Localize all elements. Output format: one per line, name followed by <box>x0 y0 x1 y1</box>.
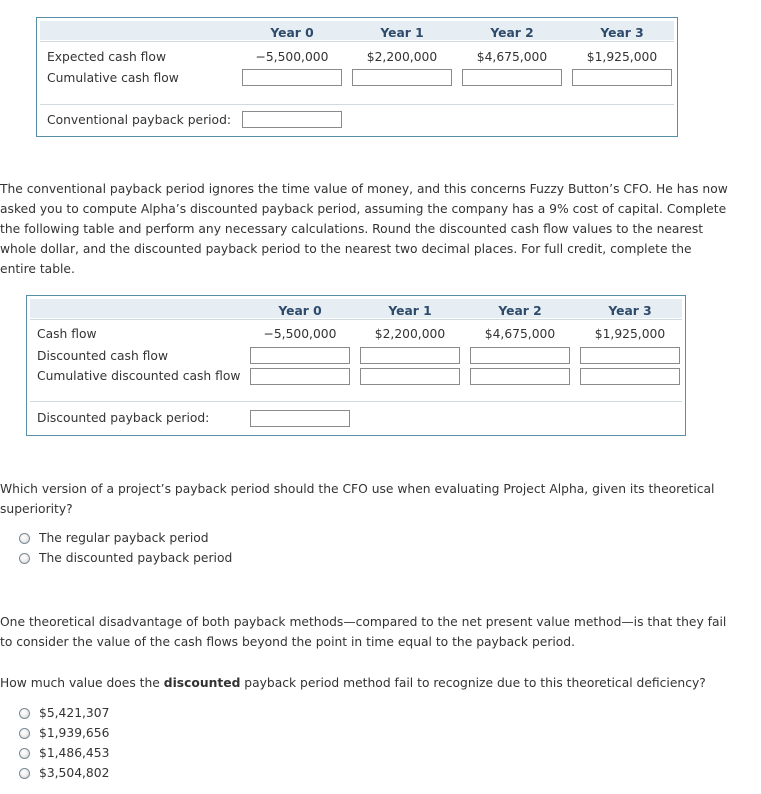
radio-button-icon[interactable] <box>19 768 30 779</box>
header-year-3: Year 3 <box>600 26 644 40</box>
paragraph-line: the following table and perform any necessary calculations. Round the discounted cash flow values to the nearest <box>0 222 704 236</box>
option-label: The discounted payback period <box>39 551 233 565</box>
radio-button-icon[interactable] <box>19 728 30 739</box>
paragraph-line: whole dollar, and the discounted payback period to the nearest two decimal places. For full credit, complete the <box>0 242 692 256</box>
option-label: $1,486,453 <box>39 746 110 760</box>
conventional-payback-input[interactable] <box>242 111 342 128</box>
option-discounted-payback[interactable] <box>19 551 232 565</box>
conventional-payback-label: Conventional payback period: <box>47 113 232 127</box>
paragraph-line: entire table. <box>0 262 75 276</box>
header-year-1: Year 1 <box>380 26 424 40</box>
expected-cash-flow-year-1: $2,200,000 <box>366 50 438 64</box>
discounted-cash-flow-input-year-1[interactable] <box>360 347 460 364</box>
expected-cash-flow-year-2: $4,675,000 <box>476 50 548 64</box>
header-year-0: Year 0 <box>270 26 314 40</box>
header-year-3: Year 3 <box>608 304 652 318</box>
option-value-3[interactable] <box>19 746 109 760</box>
question-line: Which version of a project’s payback period should the CFO use when evaluating Project Alpha, given its theoretical <box>0 482 715 496</box>
row-label-cumulative-discounted-cash-flow: Cumulative discounted cash flow <box>37 369 241 383</box>
radio-button-icon[interactable] <box>19 553 30 564</box>
divider <box>30 319 682 320</box>
cumulative-discounted-input-year-3[interactable] <box>580 368 680 385</box>
paragraph-line: to consider the value of the cash flows beyond the point in time equal to the payback period. <box>0 635 576 649</box>
discounted-payback-label: Discounted payback period: <box>37 411 210 425</box>
radio-button-icon[interactable] <box>19 533 30 544</box>
option-regular-payback[interactable] <box>19 531 209 545</box>
row-label-cumulative-cash-flow: Cumulative cash flow <box>47 71 179 85</box>
cash-flow-table <box>36 17 678 137</box>
paragraph-line: The conventional payback period ignores the time value of money, and this concerns Fuzzy Button’s CFO. He has now <box>0 182 728 196</box>
question-text-part: payback period method fail to recognize due to this theoretical deficiency? <box>240 676 706 690</box>
cash-flow-year-0: −5,500,000 <box>263 327 337 341</box>
question-text-emphasis: discounted <box>163 676 241 690</box>
option-label: The regular payback period <box>39 531 209 545</box>
radio-button-icon[interactable] <box>19 748 30 759</box>
row-label-expected-cash-flow: Expected cash flow <box>47 50 167 64</box>
option-value-1[interactable] <box>19 706 109 720</box>
divider <box>40 104 674 105</box>
divider <box>30 401 682 402</box>
option-label: $1,939,656 <box>39 726 110 740</box>
discounted-cash-flow-input-year-3[interactable] <box>580 347 680 364</box>
cash-flow-year-2: $4,675,000 <box>484 327 556 341</box>
cumulative-discounted-input-year-2[interactable] <box>470 368 570 385</box>
option-label: $3,504,802 <box>39 766 110 780</box>
expected-cash-flow-year-0: −5,500,000 <box>255 50 329 64</box>
option-label: $5,421,307 <box>39 706 110 720</box>
cumulative-cash-flow-input-year-0[interactable] <box>242 69 342 86</box>
discounted-cash-flow-input-year-0[interactable] <box>250 347 350 364</box>
discounted-payback-input[interactable] <box>250 410 350 427</box>
row-label-cash-flow: Cash flow <box>37 327 97 341</box>
header-year-2: Year 2 <box>490 26 534 40</box>
paragraph-line: One theoretical disadvantage of both payback methods—compared to the net present value method—is that they fail <box>0 615 727 629</box>
header-year-1: Year 1 <box>388 304 432 318</box>
question-text <box>0 674 706 694</box>
radio-button-icon[interactable] <box>19 708 30 719</box>
divider <box>40 41 674 42</box>
cumulative-discounted-input-year-0[interactable] <box>250 368 350 385</box>
cash-flow-year-3: $1,925,000 <box>594 327 666 341</box>
cash-flow-year-1: $2,200,000 <box>374 327 446 341</box>
cumulative-cash-flow-input-year-3[interactable] <box>572 69 672 86</box>
cumulative-discounted-input-year-1[interactable] <box>360 368 460 385</box>
header-year-0: Year 0 <box>278 304 322 318</box>
expected-cash-flow-year-3: $1,925,000 <box>586 50 658 64</box>
cumulative-cash-flow-input-year-1[interactable] <box>352 69 452 86</box>
option-value-2[interactable] <box>19 726 109 740</box>
discounted-cash-flow-input-year-2[interactable] <box>470 347 570 364</box>
option-value-4[interactable] <box>19 766 109 780</box>
row-label-discounted-cash-flow: Discounted cash flow <box>37 349 168 363</box>
paragraph-line: asked you to compute Alpha’s discounted payback period, assuming the company has a 9% cost of capital. Complete <box>0 202 727 216</box>
question-line: superiority? <box>0 502 73 516</box>
question-text-part: How much value does the <box>0 676 164 690</box>
cumulative-cash-flow-input-year-2[interactable] <box>462 69 562 86</box>
header-year-2: Year 2 <box>498 304 542 318</box>
discounted-cash-flow-table <box>26 295 686 436</box>
